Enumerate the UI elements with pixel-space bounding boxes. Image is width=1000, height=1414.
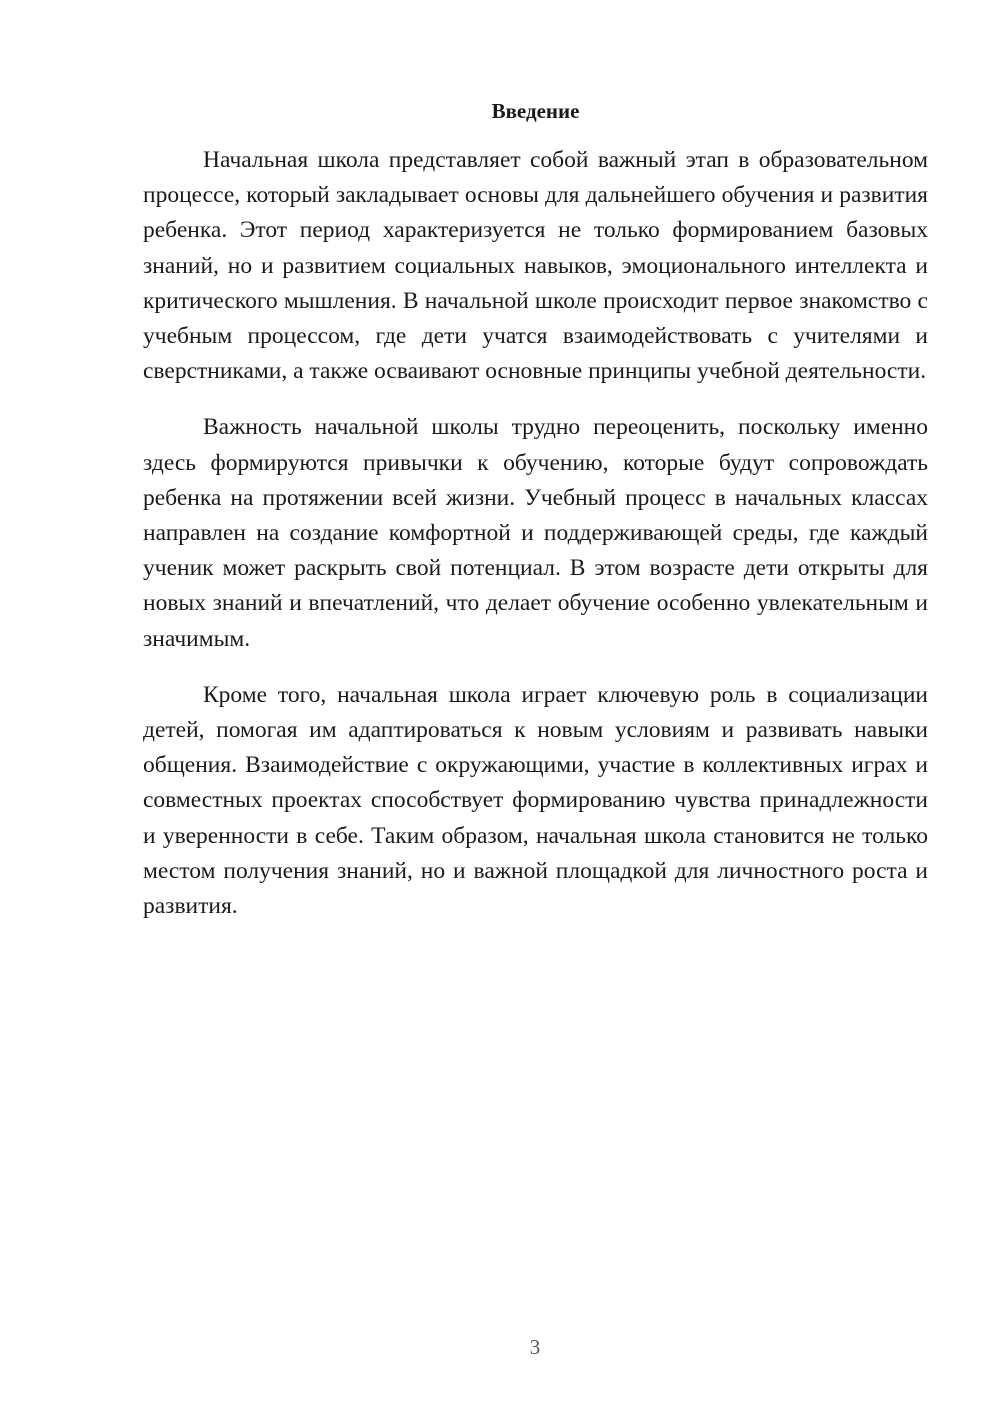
page-title: Введение bbox=[491, 99, 580, 123]
paragraph-1: Начальная школа представляет собой важный этап в образовательном процессе, который закладывает основы для дальнейшего обучения и развития ребенка. Этот период характеризуется не только формированием базовых знаний, но и развитием социальных навыков, эмоционального интеллекта и критического мышления. В начальной школе происходит первое знакомство с учебным процессом, где дети учатся взаимодействовать с учителями и сверстниками, а также осваивают основные принципы учебной деятельности. bbox=[143, 147, 928, 385]
page-number: 3 bbox=[529, 1335, 541, 1359]
paragraph-3: Кроме того, начальная школа играет ключевую роль в социализации детей, помогая им адаптироваться к новым условиям и развивать навыки общения. Взаимодействие с окружающими, участие в коллективных играх и совместных проектах способствует формированию чувства принадлежности и уверенности в себе. Таким образом, начальная школа становится не только местом получения знаний, но и важной площадкой для личностного роста и развития. bbox=[143, 681, 928, 920]
paragraph-2: Важность начальной школы трудно переоценить, поскольку именно здесь формируются привычки к обучению, которые будут сопровождать ребенка на протяжении всей жизни. Учебный процесс в начальных классах направлен на создание комфортной и поддерживающей среды, где каждый ученик может раскрыть свой потенциал. В этом возрасте дети открыты для новых знаний и впечатлений, что делает обучение особенно увлекательным и значимым. bbox=[143, 414, 928, 652]
document-body bbox=[143, 143, 928, 945]
